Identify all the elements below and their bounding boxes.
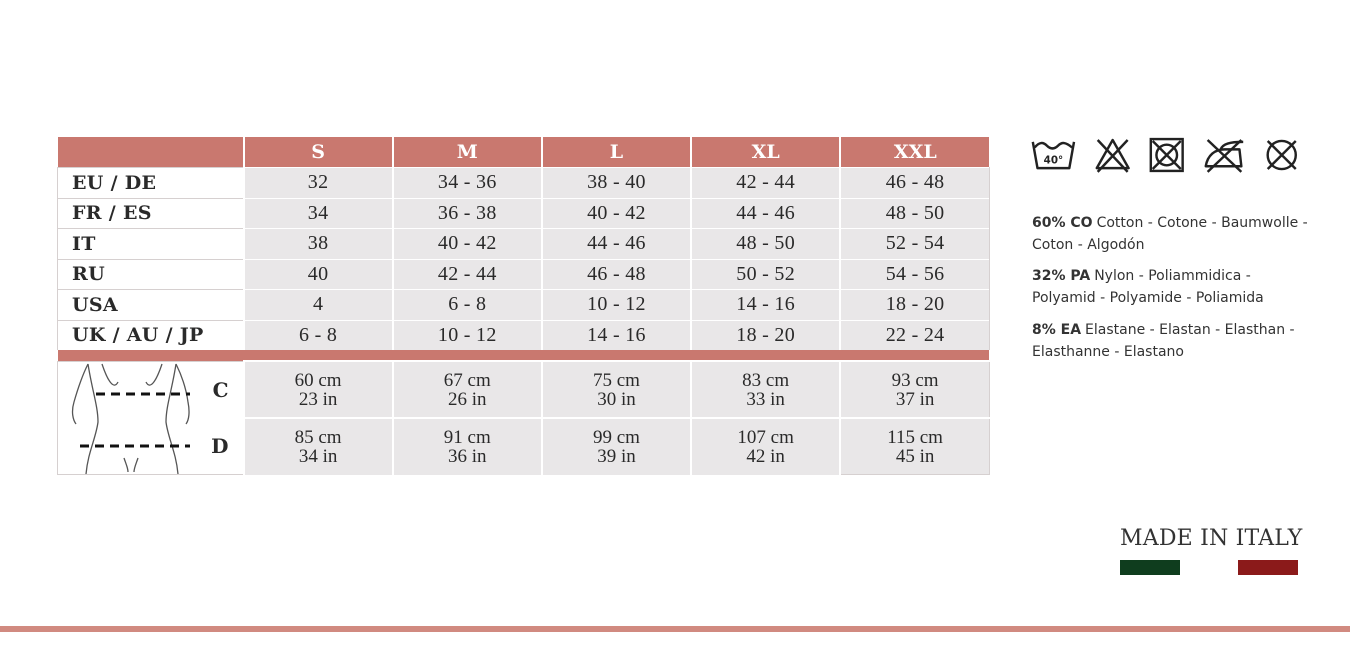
row-label: RU xyxy=(58,259,244,290)
size-value: 40 - 42 xyxy=(393,229,542,260)
row-label: IT xyxy=(58,229,244,260)
measure-letter-d: D xyxy=(211,433,229,458)
no-iron-icon xyxy=(1202,135,1247,175)
value-in: 37 in xyxy=(895,388,935,410)
size-value: 42 - 44 xyxy=(691,168,840,199)
care-icons xyxy=(1030,135,1300,177)
size-value: 38 xyxy=(244,229,393,260)
size-header: XXL xyxy=(840,137,989,168)
value-cm: 60 cm xyxy=(294,369,342,391)
row-label: UK / AU / JP xyxy=(58,320,244,350)
size-value: 40 xyxy=(244,259,393,290)
size-table xyxy=(57,137,990,475)
wash-40-icon xyxy=(1030,135,1077,175)
value-cm: 115 cm xyxy=(887,426,943,448)
row-label: USA xyxy=(58,290,244,321)
size-value: 36 - 38 xyxy=(393,198,542,229)
value-cm: 91 cm xyxy=(443,426,491,448)
composition-item xyxy=(1032,212,1312,256)
bottom-divider xyxy=(0,626,1350,632)
value-in: 26 in xyxy=(448,388,487,410)
size-header: L xyxy=(542,137,691,168)
composition-text: Cotton - Cotone - Baumwolle - Coton - Algodón xyxy=(1032,215,1308,253)
table-row xyxy=(58,259,990,290)
value-cm: 93 cm xyxy=(891,369,939,391)
composition-code: 32% PA xyxy=(1032,268,1091,284)
size-value: 10 - 12 xyxy=(542,290,691,321)
table-row xyxy=(58,290,990,321)
size-value: 18 - 20 xyxy=(840,290,989,321)
value-in: 45 in xyxy=(895,445,935,467)
value-in: 42 in xyxy=(746,445,785,467)
measure-value xyxy=(393,418,542,475)
size-value: 6 - 8 xyxy=(244,320,393,350)
table-divider xyxy=(58,350,990,361)
value-in: 23 in xyxy=(298,388,338,410)
value-cm: 85 cm xyxy=(294,426,342,448)
composition-item xyxy=(1032,319,1312,363)
table-row xyxy=(58,198,990,229)
value-in: 33 in xyxy=(746,388,785,410)
no-bleach-icon xyxy=(1093,135,1132,175)
size-header: XL xyxy=(691,137,840,168)
value-in: 34 in xyxy=(298,445,338,467)
size-value: 14 - 16 xyxy=(691,290,840,321)
size-value: 44 - 46 xyxy=(691,198,840,229)
table-row xyxy=(58,229,990,260)
composition-code: 8% EA xyxy=(1032,322,1082,338)
measure-letter-c: C xyxy=(212,377,229,402)
size-value: 48 - 50 xyxy=(691,229,840,260)
size-value: 44 - 46 xyxy=(542,229,691,260)
no-dry-clean-icon xyxy=(1263,135,1300,175)
value-in: 36 in xyxy=(448,445,487,467)
value-cm: 75 cm xyxy=(592,369,640,391)
measure-value xyxy=(393,361,542,418)
header-corner xyxy=(58,137,244,168)
size-value: 18 - 20 xyxy=(691,320,840,350)
size-value: 42 - 44 xyxy=(393,259,542,290)
measurement-row xyxy=(58,361,990,418)
size-value: 4 xyxy=(244,290,393,321)
size-header: S xyxy=(244,137,393,168)
composition-text: Nylon - Poliammidica - Polyamid - Polyamide - Poliamida xyxy=(1032,268,1264,306)
size-value: 10 - 12 xyxy=(393,320,542,350)
size-value: 52 - 54 xyxy=(840,229,989,260)
measure-value xyxy=(542,418,691,475)
size-value: 14 - 16 xyxy=(542,320,691,350)
measure-value xyxy=(691,361,840,418)
value-cm: 83 cm xyxy=(742,369,790,391)
measure-value xyxy=(244,418,393,475)
composition-code: 60% CO xyxy=(1032,215,1093,231)
measure-value xyxy=(840,361,989,418)
flag-green-stripe xyxy=(1120,560,1180,575)
composition-text: Elastane - Elastan - Elasthan - Elasthanne - Elastano xyxy=(1032,322,1295,360)
size-value: 54 - 56 xyxy=(840,259,989,290)
row-label: FR / ES xyxy=(58,198,244,229)
size-value: 34 - 36 xyxy=(393,168,542,199)
size-value: 6 - 8 xyxy=(393,290,542,321)
size-value: 46 - 48 xyxy=(840,168,989,199)
value-in: 30 in xyxy=(597,388,636,410)
size-value: 34 xyxy=(244,198,393,229)
made-in-label: MADE IN ITALY xyxy=(1120,526,1303,551)
measure-value xyxy=(691,418,840,475)
table-row xyxy=(58,320,990,350)
no-tumble-dry-icon xyxy=(1148,135,1185,175)
size-value: 22 - 24 xyxy=(840,320,989,350)
body-figure-cell xyxy=(58,361,244,475)
value-cm: 107 cm xyxy=(737,426,794,448)
size-header-row xyxy=(58,137,990,168)
svg-text:40°: 40° xyxy=(1043,154,1064,167)
size-value: 48 - 50 xyxy=(840,198,989,229)
size-value: 32 xyxy=(244,168,393,199)
measure-value xyxy=(244,361,393,418)
size-value: 38 - 40 xyxy=(542,168,691,199)
measure-value xyxy=(840,418,989,475)
table-row xyxy=(58,168,990,199)
measure-value xyxy=(542,361,691,418)
value-cm: 99 cm xyxy=(592,426,640,448)
size-value: 40 - 42 xyxy=(542,198,691,229)
size-header: M xyxy=(393,137,542,168)
value-cm: 67 cm xyxy=(443,369,491,391)
value-in: 39 in xyxy=(597,445,636,467)
size-value: 46 - 48 xyxy=(542,259,691,290)
flag-red-stripe xyxy=(1238,560,1298,575)
size-value: 50 - 52 xyxy=(691,259,840,290)
row-label: EU / DE xyxy=(58,168,244,199)
composition-item xyxy=(1032,265,1312,309)
